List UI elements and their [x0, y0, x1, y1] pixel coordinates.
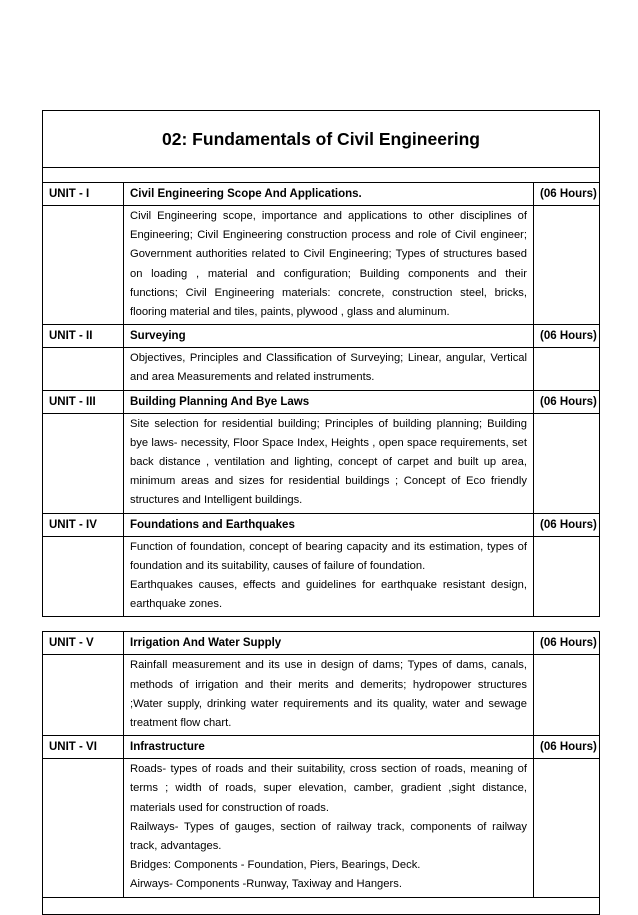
unit-header-row — [43, 183, 600, 206]
empty-cell — [43, 536, 124, 617]
unit-header-row — [43, 325, 600, 348]
description-paragraph: Earthquakes causes, effects and guidelines for earthquake resistant design, earthquake zones. — [130, 579, 527, 611]
unit-description — [124, 759, 534, 897]
description-paragraph: Site selection for residential building; Principles of building planning; Building bye laws- necessity, Floor Space Index, Heights , open space requirements, set back distance , ventilation and lighting, concept of carpet and built up area, minimum areas and sizes for residential buildings ; Concept of Eco friendly structures and Intelligent buildings. — [130, 417, 527, 507]
unit-description — [124, 536, 534, 617]
description-paragraph: Rainfall measurement and its use in design of dams; Types of dams, canals, methods of irrigation and their merits and demerits; hydropower structures ;Water supply, drinking water requirements and its quality, water and sewage treatment flow chart. — [130, 659, 527, 730]
unit-heading: Infrastructure — [124, 736, 534, 759]
unit-content-row — [43, 348, 600, 390]
empty-cell — [43, 655, 124, 736]
empty-cell — [534, 413, 600, 513]
unit-label: UNIT - I — [43, 183, 124, 206]
description-paragraph: Bridges: Components - Foundation, Piers, Bearings, Deck. — [130, 859, 421, 872]
unit-heading: Surveying — [124, 325, 534, 348]
unit-label: UNIT - VI — [43, 736, 124, 759]
empty-cell — [534, 206, 600, 325]
empty-cell — [43, 759, 124, 897]
empty-cell — [534, 536, 600, 617]
spacer-row — [43, 168, 600, 183]
unit-label: UNIT - II — [43, 325, 124, 348]
description-paragraph: Civil Engineering scope, importance and applications to other disciplines of Engineering; Civil Engineering construction process and role of Civil engineer; Government authorities related to Civil Engineering; Types of structures based on loading , material and configuration; Building components and their functions; Civil Engineering materials: concrete, construction steel, bricks, flooring material and tiles, paints, plywood , glass and aluminum. — [130, 210, 527, 319]
empty-cell — [43, 206, 124, 325]
unit-label: UNIT - IV — [43, 513, 124, 536]
unit-description — [124, 655, 534, 736]
unit-hours: (06 Hours) — [534, 390, 600, 413]
unit-hours: (06 Hours) — [534, 183, 600, 206]
syllabus-sheet — [42, 110, 599, 915]
unit-header-row — [43, 632, 600, 655]
unit-content-row — [43, 413, 600, 513]
title-row — [43, 111, 600, 168]
empty-cell — [534, 759, 600, 897]
description-paragraph: Roads- types of roads and their suitability, cross section of roads, meaning of terms ; width of roads, super elevation, camber, gradient ,sight distance, materials used for construction of roads. — [130, 763, 527, 814]
unit-content-row — [43, 655, 600, 736]
table-gap — [42, 617, 599, 631]
unit-heading: Foundations and Earthquakes — [124, 513, 534, 536]
empty-cell — [534, 348, 600, 390]
unit-hours: (06 Hours) — [534, 325, 600, 348]
unit-heading: Irrigation And Water Supply — [124, 632, 534, 655]
unit-description — [124, 206, 534, 325]
empty-cell — [43, 348, 124, 390]
unit-label: UNIT - V — [43, 632, 124, 655]
unit-hours: (06 Hours) — [534, 632, 600, 655]
footer-row — [43, 897, 600, 914]
unit-hours: (06 Hours) — [534, 736, 600, 759]
unit-header-row — [43, 390, 600, 413]
unit-content-row — [43, 536, 600, 617]
unit-heading: Building Planning And Bye Laws — [124, 390, 534, 413]
unit-heading: Civil Engineering Scope And Applications. — [124, 183, 534, 206]
document-title: 02: Fundamentals of Civil Engineering — [43, 111, 600, 168]
unit-description — [124, 348, 534, 390]
unit-label: UNIT - III — [43, 390, 124, 413]
unit-content-row — [43, 759, 600, 897]
empty-cell — [43, 413, 124, 513]
unit-hours: (06 Hours) — [534, 513, 600, 536]
description-paragraph: Objectives, Principles and Classification of Surveying; Linear, angular, Vertical and area Measurements and related instruments. — [130, 352, 527, 384]
unit-header-row — [43, 736, 600, 759]
description-paragraph: Railways- Types of gauges, section of railway track, components of railway track, advantages. — [130, 820, 527, 853]
unit-content-row — [43, 206, 600, 325]
unit-description — [124, 413, 534, 513]
unit-header-row — [43, 513, 600, 536]
description-paragraph: Airways- Components -Runway, Taxiway and Hangers. — [130, 878, 402, 891]
syllabus-table-part1 — [42, 110, 600, 617]
syllabus-table-part2 — [42, 631, 600, 914]
empty-cell — [534, 655, 600, 736]
description-paragraph: Function of foundation, concept of bearing capacity and its estimation, types of foundation and its suitability, causes of failure of foundation. — [130, 540, 527, 572]
